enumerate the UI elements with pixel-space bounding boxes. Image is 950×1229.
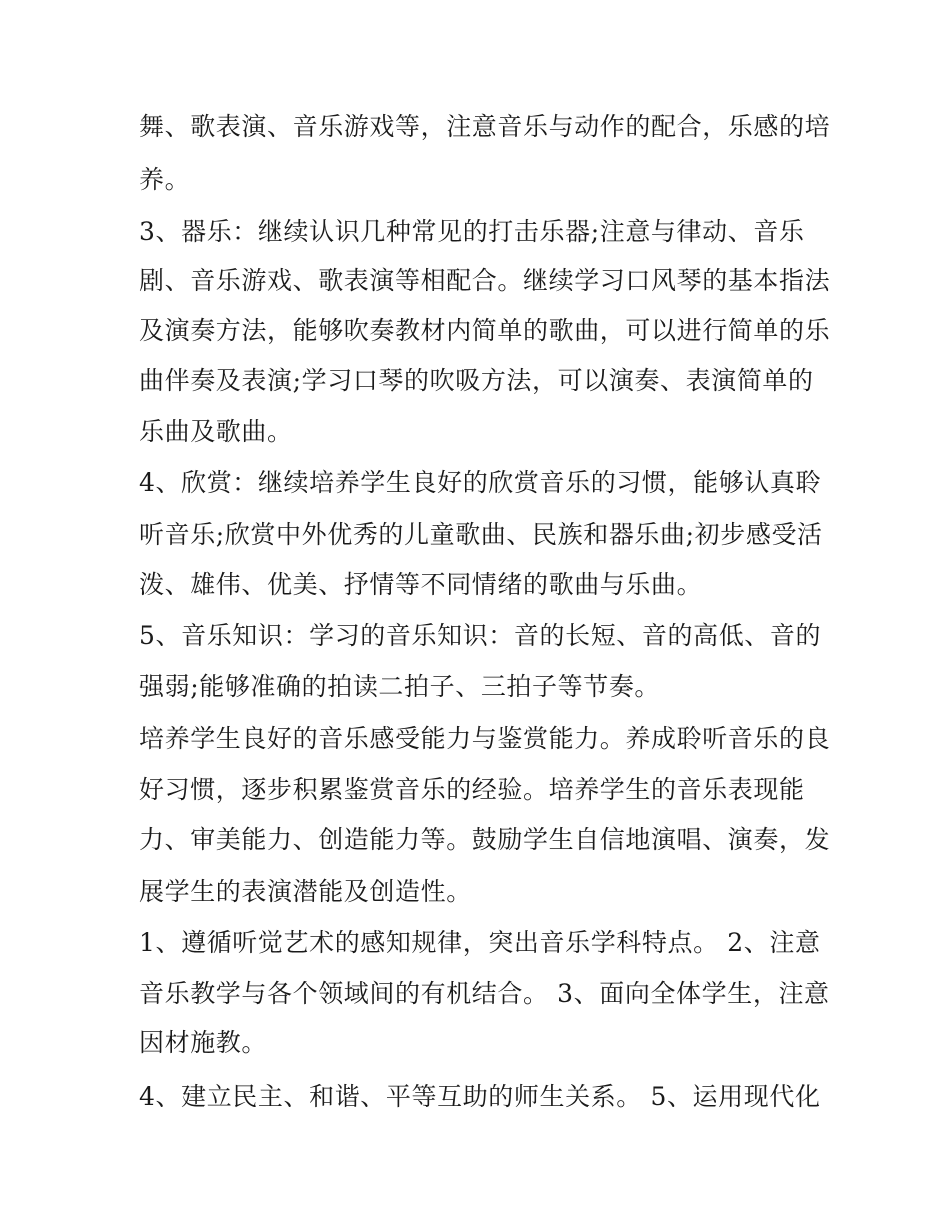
text-line: 听音乐;欣赏中外优秀的儿童歌曲、民族和器乐曲;初步感受活 (139, 520, 823, 549)
text-line: 培养学生良好的音乐感受能力与鉴赏能力。养成聆听音乐的良 (139, 724, 831, 753)
text-line: 及演奏方法，能够吹奏教材内简单的歌曲，可以进行简单的乐 (139, 316, 831, 345)
text-line: 5、音乐知识：学习的音乐知识：音的长短、音的高低、音的 (139, 621, 822, 650)
text-line: 强弱;能够准确的拍读二拍子、三拍子等节奏。 (139, 672, 661, 701)
text-line: 舞、歌表演、音乐游戏等，注意音乐与动作的配合，乐感的培 (139, 112, 831, 141)
text-line: 因材施教。 (139, 1028, 268, 1057)
text-line: 养。 (139, 165, 191, 194)
text-line: 音乐教学与各个领域间的有机结合。 3、面向全体学生，注意 (139, 979, 830, 1008)
text-line: 剧、音乐游戏、歌表演等相配合。继续学习口风琴的基本指法 (139, 266, 831, 295)
text-line: 好习惯，逐步积累鉴赏音乐的经验。培养学生的音乐表现能 (139, 775, 805, 804)
text-line: 力、审美能力、创造能力等。鼓励学生自信地演唱、演奏，发 (139, 825, 831, 854)
text-line: 1、遵循听觉艺术的感知规律，突出音乐学科特点。 2、注意 (139, 928, 821, 957)
text-line: 曲伴奏及表演;学习口琴的吹吸方法，可以演奏、表演简单的 (139, 366, 814, 395)
text-line: 4、建立民主、和谐、平等互助的师生关系。 5、运用现代化 (139, 1082, 821, 1111)
text-line: 展学生的表演潜能及创造性。 (139, 877, 472, 906)
text-line: 乐曲及歌曲。 (139, 417, 293, 446)
text-line: 4、欣赏：继续培养学生良好的欣赏音乐的习惯，能够认真聆 (139, 468, 822, 497)
text-line: 泼、雄伟、优美、抒情等不同情绪的歌曲与乐曲。 (139, 570, 703, 599)
text-line: 3、器乐：继续认识几种常见的打击乐器;注意与律动、音乐 (139, 217, 805, 246)
